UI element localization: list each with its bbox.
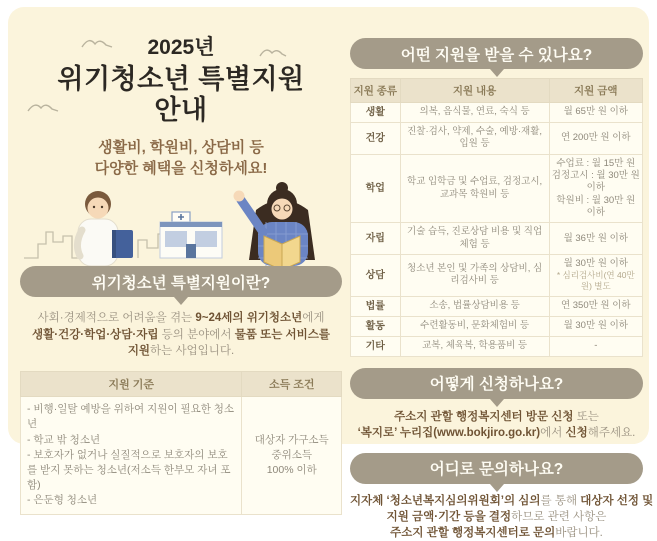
support-content-cell: 소송, 법률상담비용 등	[400, 296, 549, 316]
support-type-cell: 기타	[351, 336, 401, 356]
support-table	[350, 78, 643, 357]
section-heading-what-is	[20, 266, 342, 297]
section-heading-support	[350, 38, 643, 69]
support-content-cell: 청소년 본인 및 가족의 상담비, 심리검사비 등	[400, 255, 549, 296]
poster-title-line1: 위기청소년 특별지원	[57, 64, 305, 94]
support-row	[351, 296, 643, 316]
bubble-tail-icon	[490, 484, 504, 499]
poster-title-block	[20, 7, 342, 180]
section-heading-label: 어디로 문의하나요?	[429, 461, 564, 479]
cloud-doodle-icon	[26, 99, 60, 113]
section-heading-label: 위기청소년 특별지원이란?	[91, 274, 271, 292]
section-heading-label: 어떻게 신청하나요?	[429, 376, 564, 394]
support-type-cell: 건강	[351, 123, 401, 155]
bubble-tail-icon	[490, 399, 504, 414]
section-heading-label: 어떤 지원을 받을 수 있나요?	[400, 46, 593, 64]
bubble-tail-icon	[174, 297, 188, 312]
criteria-col-header: 소득 조건	[242, 372, 342, 397]
criteria-row	[21, 397, 342, 515]
section-heading-apply	[350, 368, 643, 399]
support-amount-cell: 수업료 : 월 15만 원 검정고시 : 월 30만 원 이하 학원비 : 월 30만 원 이하	[549, 154, 642, 223]
poster-subtitle-line1: 생활비, 학원비, 상담비 등	[98, 138, 264, 156]
support-amount-cell: 월 30만 원 이하 * 심리검사비(연 40만 원) 별도	[549, 255, 642, 296]
support-row	[351, 336, 643, 356]
support-col-header: 지원 내용	[400, 79, 549, 103]
what-is-description: 사회·경제적으로 어려움을 겪는 9~24세의 위기청소년에게 생활·건강·학업·상담·자립 등의 분야에서 물품 또는 서비스를 지원하는 사업입니다.	[32, 312, 330, 358]
support-amount-cell: 월 30만 원 이하	[549, 316, 642, 336]
criteria-col-header: 지원 기준	[21, 372, 242, 397]
support-content-cell: 수련활동비, 문화체험비 등	[400, 316, 549, 336]
support-amount-cell: 월 65만 원 이하	[549, 103, 642, 123]
poster-title-line2: 안내	[154, 95, 208, 126]
support-type-cell: 법률	[351, 296, 401, 316]
right-column	[350, 7, 654, 540]
cloud-doodle-icon	[258, 45, 288, 58]
support-type-cell: 학업	[351, 154, 401, 223]
cloud-doodle-icon	[80, 35, 114, 49]
support-row	[351, 255, 643, 296]
support-row	[351, 123, 643, 155]
support-row	[351, 154, 643, 223]
criteria-table	[20, 371, 342, 515]
support-content-cell: 기술 습득, 진로상담 비용 및 직업체험 등	[400, 223, 549, 255]
support-content-cell: 의복, 음식물, 연료, 숙식 등	[400, 103, 549, 123]
support-content-cell: 진찰·검사, 약제, 수술, 예방·재활, 입원 등	[400, 123, 549, 155]
support-row	[351, 223, 643, 255]
support-col-header: 지원 금액	[549, 79, 642, 103]
support-amount-cell: 월 36만 원 이하	[549, 223, 642, 255]
support-type-cell: 생활	[351, 103, 401, 123]
support-content-cell: 학교 입학금 및 수업료, 검정고시, 교과목 학원비 등	[400, 154, 549, 223]
support-type-cell: 활동	[351, 316, 401, 336]
building-icon	[160, 212, 222, 258]
section-heading-inquiry	[350, 453, 643, 484]
support-amount-cell: 연 350만 원 이하	[549, 296, 642, 316]
inquiry-description: 지자체 ‘청소년복지심의위원회’의 심의를 통해 대상자 선정 및 지원 금액·기간 등을 결정하므로 관련 사항은 주소지 관할 행정복지센터로 문의바랍니다.	[350, 494, 654, 540]
poster-year: 2025년	[147, 36, 215, 59]
poster-subtitle-line2: 다양한 혜택을 신청하세요!	[94, 160, 268, 178]
girl-character	[234, 182, 316, 266]
criteria-list-cell: - 비행·일탈 예방을 위하여 지원이 필요한 청소년 - 학교 밖 청소년 - 보호자가 없거나 실질적으로 보호자의 보호를 받지 못하는 청소년(저소득 한부모 자녀 포함) - 은둔형 청소년	[21, 397, 242, 515]
support-content-cell: 교복, 체육복, 학용품비 등	[400, 336, 549, 356]
support-amount-cell: -	[549, 336, 642, 356]
youth-illustration	[20, 182, 342, 266]
boy-character	[77, 191, 133, 266]
support-row	[351, 316, 643, 336]
income-condition-cell: 대상자 가구소득 중위소득 100% 이하	[242, 397, 342, 515]
poster-card	[8, 7, 654, 540]
left-column	[20, 7, 342, 507]
support-row	[351, 103, 643, 123]
bubble-tail-icon	[490, 69, 504, 84]
support-amount-cell: 연 200만 원 이하	[549, 123, 642, 155]
support-type-cell: 자립	[351, 223, 401, 255]
apply-description: 주소지 관할 행정복지센터 방문 신청 또는 ‘복지로’ 누리집(www.bokjiro.go.kr)에서 신청해주세요.	[357, 410, 636, 440]
support-type-cell: 상담	[351, 255, 401, 296]
support-col-header: 지원 종류	[351, 79, 401, 103]
